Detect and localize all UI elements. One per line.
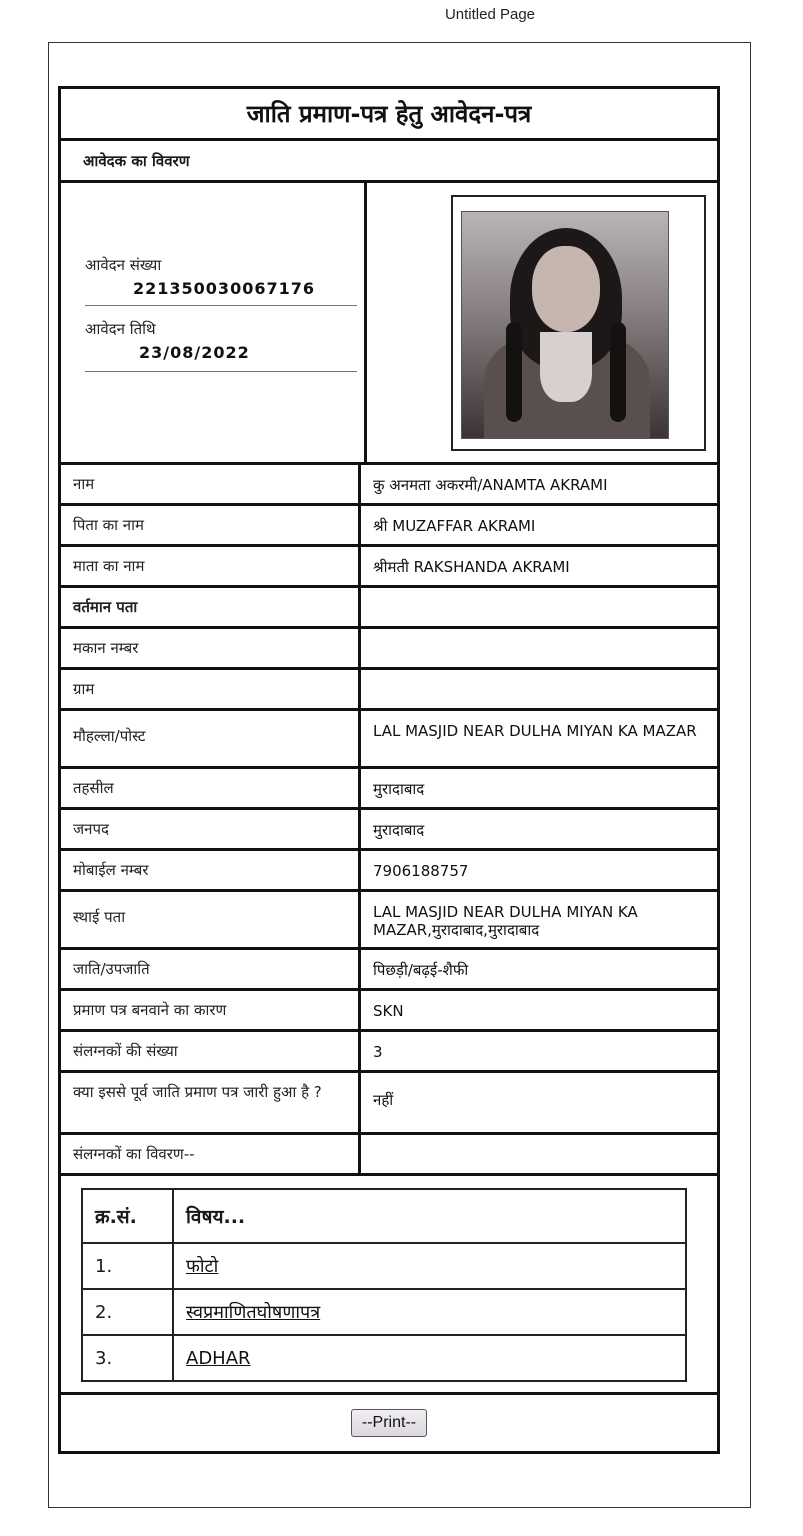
print-button[interactable]: --Print-- — [351, 1409, 427, 1437]
row-certificate-reason — [61, 991, 717, 1032]
row-previous-certificate — [61, 1073, 717, 1135]
application-number-value: 221350030067176 — [133, 279, 315, 298]
value-mother-name: श्रीमती RAKSHANDA AKRAMI — [373, 558, 570, 576]
print-row — [61, 1395, 717, 1451]
value-certificate-reason: SKN — [373, 1002, 404, 1020]
label-locality-post: मौहल्ला/पोस्ट — [61, 711, 361, 766]
label-house-number: मकान नम्बर — [61, 629, 361, 667]
value-tehsil: मुरादाबाद — [373, 780, 425, 798]
label-attachment-count: संलग्नकों की संख्या — [61, 1032, 361, 1070]
label-previous-certificate: क्या इससे पूर्व जाति प्रमाण पत्र जारी हुआ है ? — [61, 1073, 361, 1132]
attachment-link-adhar[interactable]: ADHAR — [186, 1347, 251, 1369]
row-tehsil — [61, 769, 717, 810]
value-village — [361, 670, 717, 708]
label-father-name: पिता का नाम — [61, 506, 361, 544]
value-attachment-details — [361, 1135, 717, 1173]
attachment-cell — [173, 1243, 686, 1289]
attachment-link-photo[interactable]: फोटो — [186, 1256, 219, 1277]
attachment-link-self-declaration[interactable]: स्वप्रमाणितघोषणापत्र — [186, 1302, 321, 1323]
table-row — [82, 1289, 686, 1335]
value-locality-post: LAL MASJID NEAR DULHA MIYAN KA MAZAR — [373, 722, 697, 740]
value-district: मुरादाबाद — [373, 821, 425, 839]
value-father-name: श्री MUZAFFAR AKRAMI — [373, 517, 536, 535]
value-permanent-address: LAL MASJID NEAR DULHA MIYAN KA MAZAR,मुरादाबाद,मुरादाबाद — [373, 903, 638, 939]
value-house-number — [361, 629, 717, 667]
row-name — [61, 465, 717, 506]
value-mobile-number: 7906188757 — [373, 862, 469, 880]
row-permanent-address — [61, 892, 717, 950]
label-caste: जाति/उपजाति — [61, 950, 361, 988]
value-name: कु अनमता अकरमी/ANAMTA AKRAMI — [373, 476, 608, 494]
row-caste — [61, 950, 717, 991]
row-district — [61, 810, 717, 851]
label-permanent-address: स्थाई पता — [61, 892, 361, 947]
attachment-serial: 1. — [82, 1243, 173, 1289]
photo-cell — [367, 183, 717, 462]
application-form — [58, 86, 720, 1454]
application-meta — [61, 183, 367, 462]
attachments-table — [81, 1188, 687, 1382]
value-caste: पिछड़ी/बढ़ई-शैफी — [373, 961, 469, 979]
row-village — [61, 670, 717, 711]
section-applicant-details: आवेदक का विवरण — [61, 141, 717, 183]
table-row — [82, 1243, 686, 1289]
col-subject: विषय... — [173, 1189, 686, 1243]
attachment-cell — [173, 1335, 686, 1381]
divider — [85, 305, 357, 306]
applicant-photo — [461, 211, 669, 439]
row-locality-post — [61, 711, 717, 769]
value-attachment-count: 3 — [373, 1043, 383, 1061]
label-certificate-reason: प्रमाण पत्र बनवाने का कारण — [61, 991, 361, 1029]
photo-frame — [451, 195, 706, 451]
label-mobile-number: मोबाईल नम्बर — [61, 851, 361, 889]
attachments-block — [61, 1176, 717, 1395]
row-mobile-number — [61, 851, 717, 892]
value-previous-certificate: नहीं — [373, 1091, 394, 1109]
form-title: जाति प्रमाण-पत्र हेतु आवेदन-पत्र — [61, 89, 717, 141]
label-tehsil: तहसील — [61, 769, 361, 807]
value-current-address — [361, 588, 717, 626]
table-row — [82, 1335, 686, 1381]
row-father-name — [61, 506, 717, 547]
application-number-label: आवेदन संख्या — [85, 256, 162, 274]
label-mother-name: माता का नाम — [61, 547, 361, 585]
application-date-value: 23/08/2022 — [139, 343, 250, 362]
attachment-cell — [173, 1289, 686, 1335]
label-district: जनपद — [61, 810, 361, 848]
attachment-serial: 2. — [82, 1289, 173, 1335]
row-mother-name — [61, 547, 717, 588]
page-title: Untitled Page — [444, 6, 536, 23]
application-date-label: आवेदन तिथि — [85, 320, 156, 338]
attachment-serial: 3. — [82, 1335, 173, 1381]
row-current-address — [61, 588, 717, 629]
label-name: नाम — [61, 465, 361, 503]
row-house-number — [61, 629, 717, 670]
label-current-address: वर्तमान पता — [61, 588, 361, 626]
label-village: ग्राम — [61, 670, 361, 708]
divider — [85, 371, 357, 372]
application-meta-block — [61, 183, 717, 465]
attachments-header-row — [82, 1189, 686, 1243]
row-attachment-details — [61, 1135, 717, 1176]
col-serial-number: क्र.सं. — [82, 1189, 173, 1243]
row-attachment-count — [61, 1032, 717, 1073]
label-attachment-details: संलग्नकों का विवरण-- — [61, 1135, 361, 1173]
